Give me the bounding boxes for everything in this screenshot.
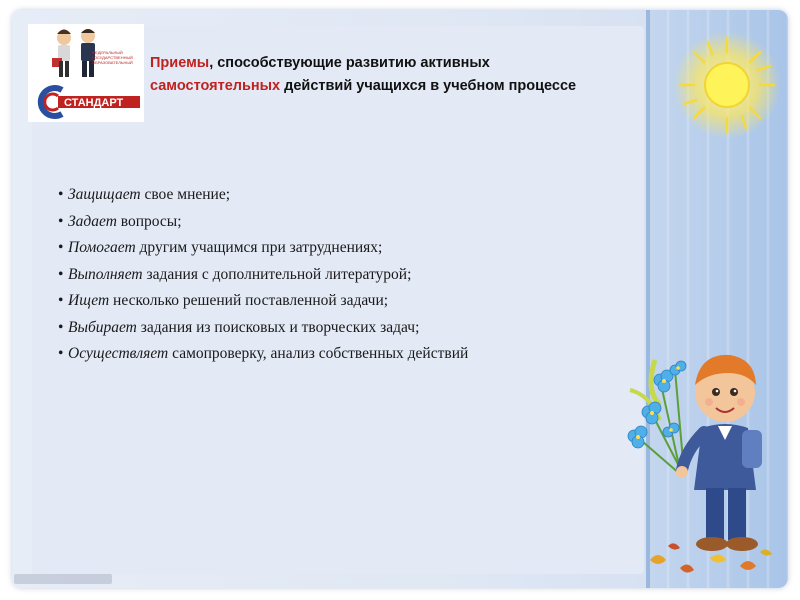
list-item: • Выполняет задания с дополнительной литературой; xyxy=(58,265,412,283)
list-item: • Осуществляет самопроверку, анализ собственных действий xyxy=(58,345,469,362)
title-part-2: , способствующие развитию активных xyxy=(209,55,490,71)
list-item: • Помогает другим учащимся при затруднениях; xyxy=(58,239,383,256)
standard-logo xyxy=(28,24,144,122)
logo-small-text: ФЕДЕРАЛЬНЫЙ xyxy=(92,50,123,55)
logo-graphic xyxy=(28,24,144,122)
actions-list xyxy=(58,182,578,368)
svg-text:ГОСУДАРСТВЕННЫЙ: ГОСУДАРСТВЕННЫЙ xyxy=(92,55,133,60)
slide-title xyxy=(150,52,590,98)
svg-text:ОБРАЗОВАТЕЛЬНЫЙ: ОБРАЗОВАТЕЛЬНЫЙ xyxy=(92,60,133,65)
logo-text: СТАНДАРТ xyxy=(64,97,124,109)
watermark xyxy=(14,574,112,584)
title-part-4: действий учащихся в учебном процессе xyxy=(280,78,577,94)
list-item: • Защищает свое мнение; xyxy=(58,186,231,203)
list-item: • Выбирает задания из поисковых и творческих задач; xyxy=(58,318,420,336)
flowers-icon xyxy=(628,360,686,474)
title-part-red-2: самостоятельных xyxy=(150,78,281,94)
list-item: • Задает вопросы; xyxy=(58,212,182,230)
autumn-leaves-icon xyxy=(640,530,780,580)
list-item: • Ищет несколько решений поставленной задачи; xyxy=(58,292,389,309)
title-part-red-1: Приемы xyxy=(150,55,210,71)
sun-icon xyxy=(672,30,782,140)
